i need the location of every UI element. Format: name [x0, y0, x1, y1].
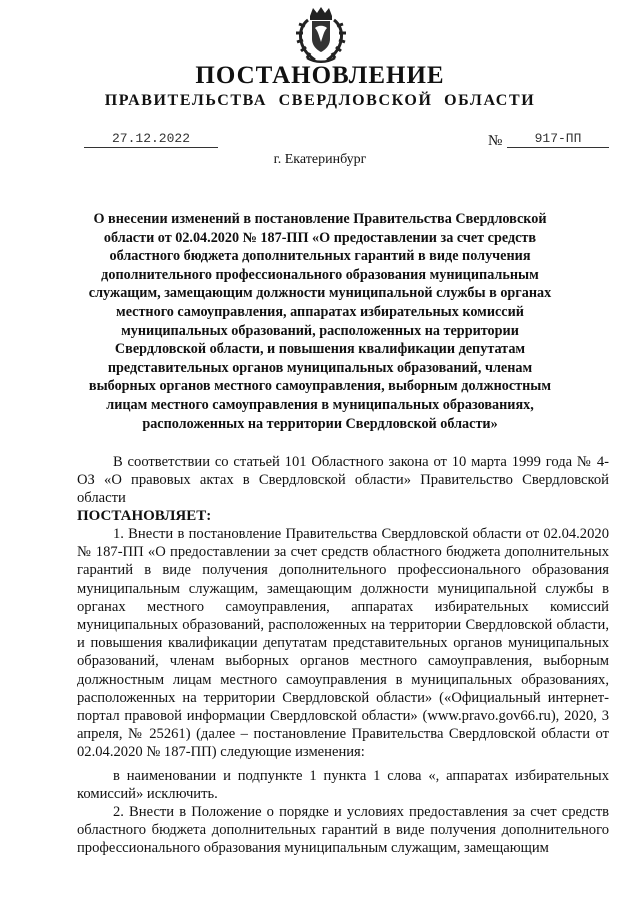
item-1-sub-paragraph: в наименовании и подпункте 1 пункта 1 слова «, аппаратах избирательных комиссий» исключить.	[77, 768, 609, 803]
city: г. Екатеринбург	[273, 152, 367, 167]
document-number: 917-ПП	[507, 131, 609, 148]
document-title: О внесении изменений в постановление Правительства Свердловской области от 02.04.2020 № 187-ПП «О предоставлении за счет средств областного бюджета дополнительных гарантий в виде получения дополнительного профессионального образования муниципальным служащим, замещающим должности муниципальной службы в органах местного самоуправления, аппаратах избирательных комиссий муниципальных образований, расположенных на территории Свердловской области, и повышения квалификации депутатам представительных органов муниципальных образований, членам выборных органов местного самоуправления, выборным должностным лицам местного самоуправления в муниципальных образованиях, расположенных на территории Свердловской области»	[88, 211, 552, 432]
coat-of-arms-icon	[293, 6, 349, 64]
issuing-authority: ПРАВИТЕЛЬСТВА СВЕРДЛОВСКОЙ ОБЛАСТИ	[104, 92, 536, 109]
decree-word: ПОСТАНОВЛЯЕТ:	[77, 508, 212, 524]
number-sign: №	[488, 133, 503, 149]
document-type-title: ПОСТАНОВЛЕНИЕ	[195, 62, 445, 89]
preamble-paragraph: В соответствии со статьей 101 Областного закона от 10 марта 1999 года № 4-ОЗ «О правовых актах в Свердловской области» Правительство Свердловской области	[77, 454, 609, 507]
document-date: 27.12.2022	[84, 131, 218, 148]
item-1-paragraph: 1. Внести в постановление Правительства Свердловской области от 02.04.2020 № 187-ПП «О предоставлении за счет средств областного бюджета дополнительных гарантий в виде получения дополнительного профессионального образования муниципальным служащим, замещающим должности муниципальной службы в органах местного самоуправления, аппаратах избирательных комиссий муниципальных образований, расположенных на территории Свердловской области, и повышения квалификации депутатам представительных органов муниципальных образований, членам выборных органов местного самоуправления, выборным должностным лицам местного самоуправления в муниципальных образованиях, расположенных на территории Свердловской области» («Официальный интернет-портал правовой информации Свердловской области» (www.pravo.gov66.ru), 2020, 3 апреля, № 25261) (далее – постановление Правительства Свердловской области от 02.04.2020 № 187-ПП) следующие изменения:	[77, 526, 609, 761]
item-2-paragraph: 2. Внести в Положение о порядке и условиях предоставления за счет средств областного бюджета дополнительных гарантий в виде получения дополнительного профессионального образования муниципальным служащим, замещающим	[77, 804, 609, 857]
